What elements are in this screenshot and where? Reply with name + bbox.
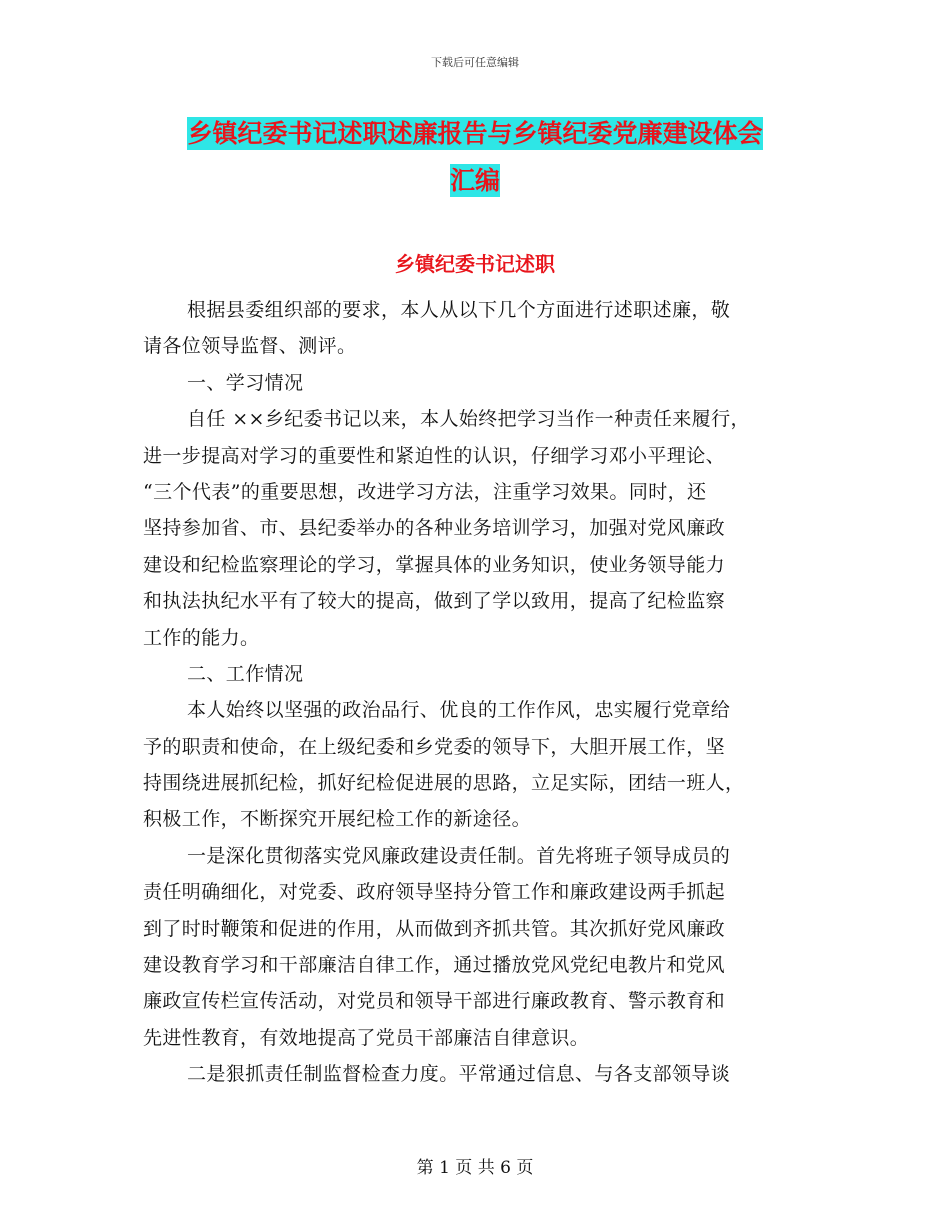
text-line: 一是深化贯彻落实党风廉政建设责任制。首先将班子领导成员的	[187, 844, 731, 867]
title-line-1: 乡镇纪委书记述职述廉报告与乡镇纪委党廉建设体会	[187, 119, 763, 148]
text-line: 廉政宣传栏宣传活动，对党员和领导干部进行廉政教育、警示教育和	[143, 990, 726, 1013]
body-text	[143, 292, 823, 1093]
text-line: “三个代表”的重要思想，改进学习方法，注重学习效果。同时，还	[143, 480, 707, 503]
text-line: 先进性教育，有效地提高了党员干部廉洁自律意识。	[143, 1026, 590, 1049]
document-title	[140, 110, 810, 204]
text-line: 根据县委组织部的要求，本人从以下几个方面进行述职述廉，敬	[187, 299, 731, 321]
text-line: 自任 ××乡纪委书记以来，本人始终把学习当作一种责任来履行，	[187, 408, 750, 431]
text-line: 进一步提高对学习的重要性和紧迫性的认识，仔细学习邓小平理论、	[143, 444, 726, 467]
page-footer: 第 1 页 共 6 页	[416, 1158, 534, 1178]
text-line: 一、学习情况	[187, 371, 304, 394]
text-line: 责任明确细化，对党委、政府领导坚持分管工作和廉政建设两手抓起	[143, 881, 726, 904]
text-line: 予的职责和使命，在上级纪委和乡党委的领导下，大胆开展工作，坚	[143, 735, 726, 758]
text-line: 二是狠抓责任制监督检查力度。平常通过信息、与各支部领导谈	[187, 1063, 731, 1086]
title-line-2: 汇编	[449, 166, 500, 195]
text-line: 建设和纪检监察理论的学习，掌握具体的业务知识，使业务领导能力	[143, 553, 726, 576]
text-line: 坚持参加省、市、县纪委举办的各种业务培训学习，加强对党风廉政	[143, 517, 726, 540]
header-note: 下载后可任意编辑	[431, 56, 519, 69]
text-line: 建设教育学习和干部廉洁自律工作，通过播放党风党纪电教片和党风	[143, 954, 726, 977]
text-line: 和执法执纪水平有了较大的提高，做到了学以致用，提高了纪检监察	[143, 590, 726, 613]
text-line: 工作的能力。	[143, 626, 260, 649]
text-line: 本人始终以坚强的政治品行、优良的工作作风，忠实履行党章给	[187, 699, 731, 722]
text-line: 持围绕进展抓纪检，抓好纪检促进展的思路，立足实际，团结一班人，	[143, 772, 745, 795]
text-line: 请各位领导监督、测评。	[143, 335, 357, 358]
text-line: 积极工作，不断探究开展纪检工作的新途径。	[143, 808, 532, 831]
text-line: 二、工作情况	[187, 662, 304, 685]
text-line: 到了时时鞭策和促进的作用，从而做到齐抓共管。其次抓好党风廉政	[143, 917, 726, 940]
section-title: 乡镇纪委书记述职	[395, 252, 555, 276]
